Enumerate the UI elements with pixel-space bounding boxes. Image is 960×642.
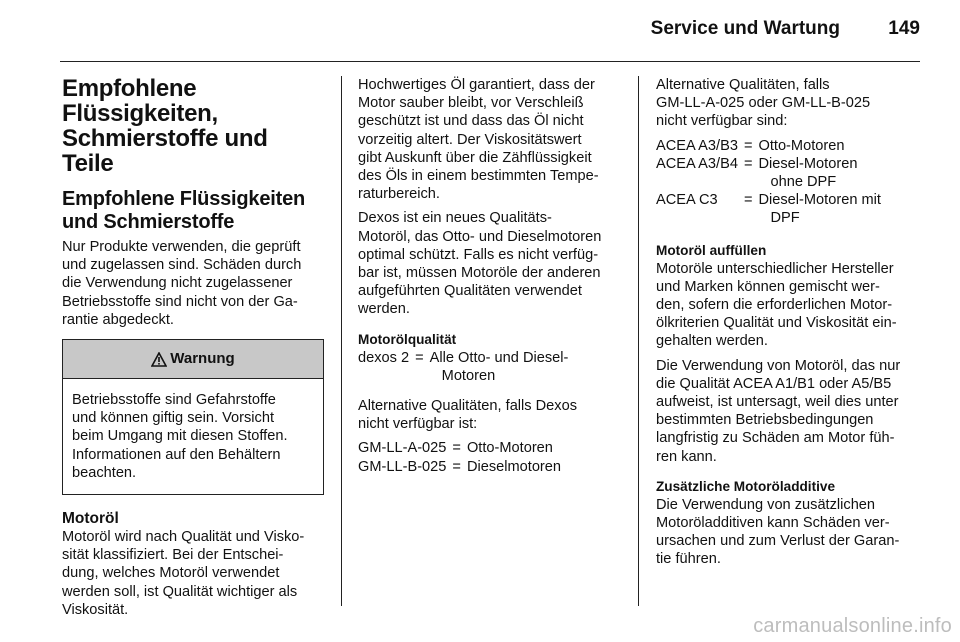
column-divider	[341, 76, 342, 606]
page-header	[0, 0, 960, 60]
header-rule	[60, 61, 920, 62]
table-row: dexos 2 = Alle Otto- und Diesel- Motoren	[358, 349, 569, 384]
refill-paragraph: Motoröle unterschiedlicher Hersteller und Marken können gemischt wer- den, sofern die erforderlichen Motor- ölkriterien Qualität und Viskosität ein- gehalten werden.	[656, 260, 897, 350]
table-row: GM-LL-A-025 = Otto-Motoren	[358, 440, 553, 457]
sub-heading: Empfohlene Flüssigkeiten und Schmierstoffe	[62, 188, 306, 233]
watermark[interactable]: carmanualsonline.info	[753, 615, 952, 637]
column-2	[358, 76, 620, 482]
additive-paragraph: Die Verwendung von zusätzlichen Motoröladditiven kann Schäden ver- ursachen und zum Verlust der Garan- tie führen.	[656, 496, 900, 568]
additive-heading: Zusätzliche Motoröladditive	[656, 478, 836, 494]
warning-body: Betriebsstoffe sind Gefahrstoffe und können giftig sein. Vorsicht beim Umgang mit diesen Stoffen. Informationen auf den Behältern beachten.	[72, 392, 288, 481]
usage-paragraph: Die Verwendung von Motoröl, das nur die Qualität ACEA A1/B1 oder A5/B5 aufweist, ist untersagt, weil dies unter bestimmten Betriebsbedingungen langfristig zu Schäden am Motor füh- ren kann.	[656, 357, 901, 465]
page-number: 149	[888, 18, 920, 39]
motoroel-paragraph: Motoröl wird nach Qualität und Visko- sität klassifiziert. Bei der Entschei- dung, welches Motoröl verwendet werden soll, ist Qualität wichtiger als Viskosität.	[62, 529, 305, 618]
column-1	[62, 76, 324, 625]
dexos-paragraph: Dexos ist ein neues Qualitäts- Motoröl, das Otto- und Dieselmotoren optimal schützt. Falls es nicht verfüg- bar ist, müssen Motoröle der anderen aufgeführten Qualitäten verwendet werden.	[358, 210, 602, 318]
warning-title: Warnung	[170, 349, 235, 367]
table-row: ACEA A3/B4 = Diesel-Motoren ohne DPF	[656, 155, 858, 191]
main-heading: Empfohlene Flüssigkeiten, Schmierstoffe und Teile	[62, 75, 268, 177]
acea-table	[656, 137, 881, 228]
intro-paragraph: Nur Produkte verwenden, die geprüft und zugelassen sind. Schäden durch die Verwendung nicht zugelassener Betriebsstoffe sind nicht von der Ga- rantie abgedeckt.	[62, 239, 302, 328]
warning-header	[63, 340, 323, 379]
warning-box	[62, 339, 324, 495]
column-divider	[638, 76, 639, 606]
quality-paragraph: Hochwertiges Öl garantiert, dass der Motor sauber bleibt, vor Verschleiß geschützt ist und dass das Öl nicht vorzeitig altert. Der Viskositätswert gibt Auskunft über die Zähflüssigkeit des Öls in einem bestimmten Tempe- raturbereich.	[358, 77, 599, 203]
warning-triangle-icon	[151, 352, 167, 367]
alternative-paragraph: Alternative Qualitäten, falls Dexos nicht verfügbar ist:	[358, 398, 578, 433]
column-3	[656, 76, 922, 575]
table-row: ACEA A3/B3 = Otto-Motoren	[656, 137, 845, 154]
section-title: Service und Wartung	[650, 18, 840, 39]
table-row: GM-LL-B-025 = Dieselmotoren	[358, 458, 562, 475]
refill-heading: Motoröl auffüllen	[656, 242, 767, 258]
quality-heading: Motorölqualität	[358, 331, 457, 347]
table-row: ACEA C3 = Diesel-Motoren mit DPF	[656, 192, 881, 227]
gm-table	[358, 439, 561, 475]
dexos-table	[358, 349, 568, 385]
alternative-paragraph: Alternative Qualitäten, falls GM-LL-A-025 oder GM-LL-B-025 nicht verfügbar sind:	[656, 77, 871, 130]
motoroel-heading: Motoröl	[62, 510, 119, 528]
